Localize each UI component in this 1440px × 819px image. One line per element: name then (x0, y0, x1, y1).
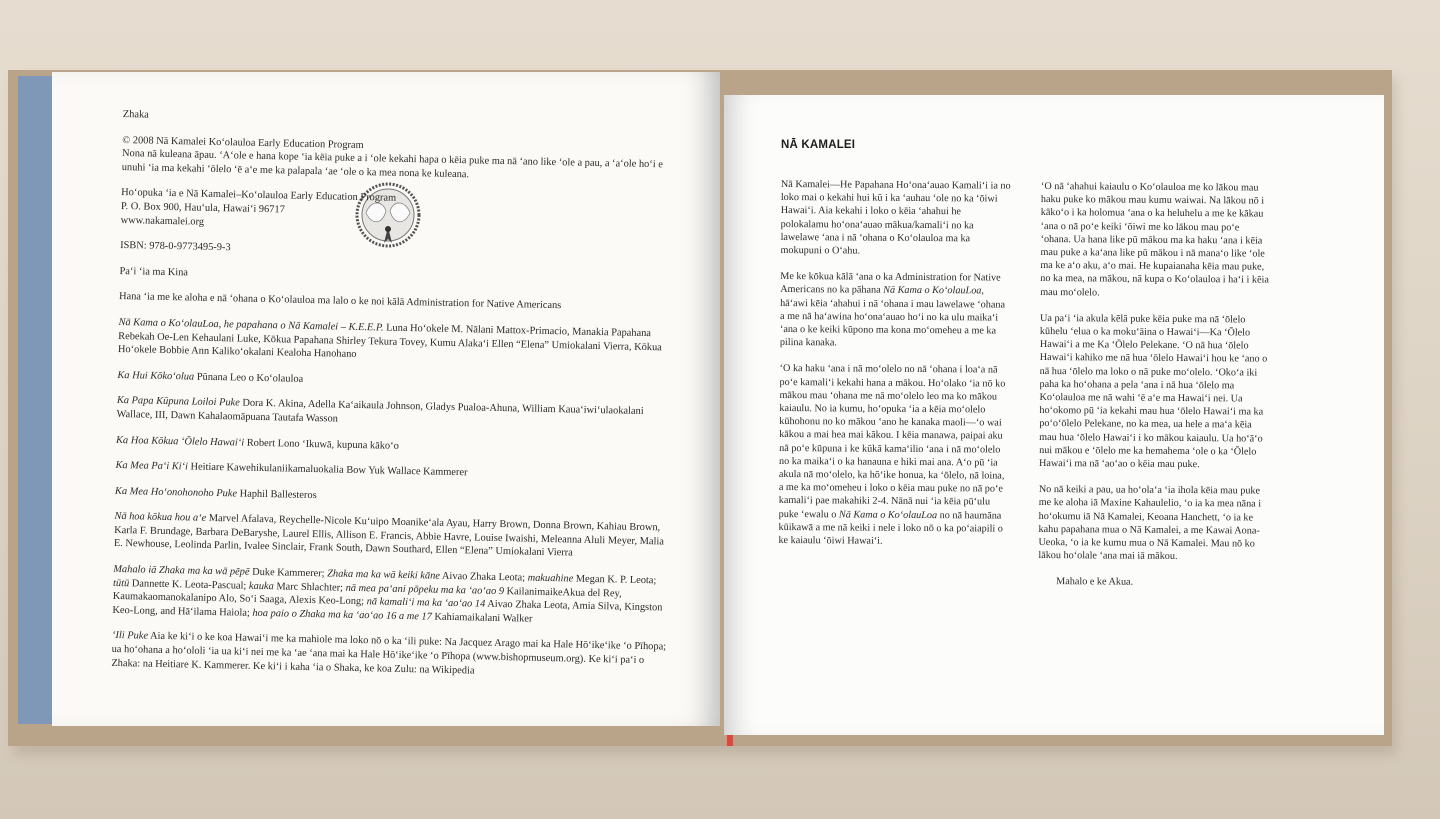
closing-line: Mahalo e ke Akua. (1056, 576, 1134, 589)
mahalo-name-1: Duke Kammerer; (252, 566, 325, 580)
paragraph-languages: Ua paʻi ʻia akula kēlā puke kēia puke ma nā ʻōlelo kūhelu ʻelua o ka mokuʻāina o Hawaiʻi—Ka ʻŌlelo Hawaiʻi a me Ka ʻŌlelo Pelekane. ʻO nā hua ʻōlelo Hawaiʻi kahiko me nā hua ʻōlelo Hawaiʻi hou ke ʻano o nā hua ʻōlelo ma loko o nā puke moʻolelo. ʻOkoʻa iki paha ka hoʻohana a pela ʻana i nā hua ʻōlelo ma Koʻolauloa me nā wahi ʻē aʻe ma Hawaiʻi nei. Ua hoʻokomo pū ʻia kekahi mau hua ʻōlelo Hawaiʻi ma ka poʻoʻōlelo Pelekane, no ka mea, ua hele a maʻa kēia mau hua ʻōlelo Hawaiʻi i ko mākou kaiaulu. Ua hoʻāʻo nui mākou e ʻōlelo me ka hemahema ʻole o ka ʻŌlelo Hawaiʻi ma nā ʻaoʻao o kēia mau puke. (1038, 312, 1268, 471)
credit-helpers-label: Nā hoa kōkua hou aʻe (114, 511, 207, 525)
funding-statement: Hana ʻia me ke aloha e nā ʻohana o Koʻolauloa ma lalo o ke noi kālā Administration for Native Americans (118, 291, 562, 312)
mahalo-label-5: kauka (248, 580, 274, 592)
mahalo-label-3: makuahine (527, 572, 574, 585)
page-heading: NĀ KAMALEI (781, 139, 856, 151)
paragraph-community: ʻO nā ʻahahui kaiaulu o Koʻolauloa me ko lākou mau haku puke ko mākou mau kumu waiwai. Na lākou nō i kākoʻo i ka holomua ʻana o ka heluhelu a me ke kākau ʻana o nā poʻe keiki ʻōiwi me ko lākou mau poʻe ʻohana. Ua hana like pū mākou ma ka haku ʻana i kēia mau puke a kaʻana like pū mākou i nā manaʻo like ʻole ma ke aʻo aku, aʻo mai. He kupaianaha kēia mau puke, no ka mea, na mākou, nā kupa o Koʻolauloa i haʻi i kēia mau moʻolelo. (1040, 180, 1269, 299)
paragraph-funding-italic: Nā Kama o KoʻolauLoa, (883, 285, 984, 297)
mahalo-label-4: tūtū (112, 577, 130, 589)
mahalo-name-2: Aivao Zhaka Leota; (441, 570, 526, 584)
mahalo-name-3: Megan K. P. Leota; (575, 573, 657, 587)
isbn: ISBN: 978-0-9773495-9-3 (120, 240, 231, 254)
credit-layout-names: Haphil Ballesteros (239, 488, 317, 501)
cover-credit-label: ʻIli Puke (111, 630, 149, 643)
mahalo-name-8: Kahiamaikalani Walker (434, 611, 533, 625)
mahalo-label: Mahalo iā Zhaka ma ka wā pēpē (113, 563, 250, 578)
right-column-2 (1038, 180, 1271, 603)
printed-in: Paʻi ʻia ma Kina (119, 265, 189, 279)
credit-keep-names: Luna Hoʻokele M. Nālani Mattox-Primacio, Manakia Papahana Rebekah Oe-Len Kehaulani Luke, Kōkua Papahana Shirley Tekura Tovey, Kumu Alakaʻi Ellen “Elena” Umiokalani Vierra, Kōkua Hoʻokele Bobbie Ann Kalikoʻokalani Kealoha Hanohano (117, 322, 662, 361)
mahalo-label-2: Zhaka ma ka wā keiki kāne (327, 568, 441, 582)
paragraph-stories-italic: Nā Kama o KoʻolauLoa (838, 509, 938, 521)
mahalo-name-4: Dannette K. Leota-Pascual; (131, 577, 247, 592)
copyright-page-text (111, 108, 683, 682)
cover-credit-text: Aia ke kiʻi o ke koa Hawaiʻi me ka mahiole ma loko nō o ka ʻili puke: Na Jacquez Arago mai ka Hale Hōʻikeʻike ʻo Pīhopa; ua hoʻohana a hoʻololi ʻia ua kiʻi nei me ka ʻae ʻana mai ka Hale Hōʻikeʻike ʻo Pīhopa (www.bishopmuseum.org). Ke kiʻi paʻi o Zhaka: na Heitiare K. Kammerer. Ke kiʻi i kaha ʻia o Shaka, ke koa Zulu: na Wikipedia (111, 631, 667, 677)
credit-photographer-names: Heitiare Kawehikulaniikamaluokalia Bow Yuk Wallace Kammerer (190, 461, 468, 479)
mahalo-label-7: nā kamaliʻi ma ka ʻaoʻao 14 (366, 596, 486, 610)
copyright-line: © 2008 Nā Kamalei Koʻolauloa Early Education Program (122, 134, 364, 151)
mahalo-label-6: nā mea paʻani pōpeku ma ka ʻaoʻao 9 (345, 582, 505, 597)
paragraph-funding-b: hāʻawi kēia ʻahahui i nā ʻohana i mau lawelawe ʻohana a me nā haʻawina hoʻonaʻauao hoʻi no ka ulu maikaʻi ʻana o ke keiki kūpono ma kona moʻomeheu a me ka pilina kanaka. (779, 297, 1006, 349)
credit-olelo-label: Ka Hoa Kōkua ʻŌlelo Hawaiʻi (115, 434, 245, 449)
credit-kupuna-names: Dora K. Akina, Adella Kaʻaikaula Johnson, Gladys Pualoa-Ahuna, William Kauaʻiwiʻulaokalani Wallace, III, Dawn Kahalaomāpuana Tautafa Wasson (116, 397, 644, 425)
paragraph-stories (778, 362, 1009, 548)
credit-olelo-names: Robert Lono ʻIkuwā, kupuna kākoʻo (246, 437, 399, 452)
rights-statement: Nona nā kuleana āpau. ʻAʻole e hana kope ʻia kēia puke a i ʻole kekahi hapa o kēia puke ma nā ʻano like ʻole a pau, a ʻaʻole hoʻi e unuhi ʻia ma kekahi ʻōlelo ʻē aʻe me ka palapala ʻae ʻole o ka mea nona ke kuleana. (121, 148, 663, 181)
credit-keep-label: Nā Kama o KoʻolauLoa, he papahana o Nā Kamalei – K.E.E.P. (118, 316, 384, 334)
paragraph-stories-b: no nā haumāna kūikawā a me nā keiki i nele i loko nō o ka poʻaiapili o ke kaiaulu ʻōiwi Hawaiʻi. (778, 509, 1003, 547)
mahalo-label-8: hoa paio o Zhaka ma ka ʻaoʻao 16 a me 17 (252, 607, 432, 623)
paragraph-funding-a: Me ke kōkua kālā ʻana o ka Administration for Native Americans no ka pāhana (780, 271, 1001, 297)
paragraph-intro: Nā Kamalei—He Papahana Hoʻonaʻauao Kamaliʻi ia no loko mai o kekahi hui kū i ka ʻauhau ʻole no ka ʻōiwi Hawaiʻi. Aia kekahi i loko o kēia ʻahahui he polokalamu hoʻonaʻauao mākua/kamaliʻi no ka lawelawe ʻana i nā ʻohana o Koʻolauloa ma ka mokupuni o Oʻahu. (780, 178, 1011, 257)
mahalo-name-7: Aivao Zhaka Leota, Amia Silva, Kingston Keo-Long, and Hāʻilama Haiola; (112, 598, 663, 619)
credit-hui-names: Pūnana Leo o Koʻolauloa (196, 371, 304, 385)
credit-kupuna-label: Ka Papa Kūpuna Loiloi Puke (116, 395, 240, 409)
paragraph-funding (780, 270, 1011, 351)
paragraph-stories-a: ʻO ka haku ʻana i nā moʻolelo no nā ʻohana i loaʻa nā poʻe kamaliʻi kekahi hana a mākou. Hoʻolako ʻia nō ko mākou mau ʻohana me nā moʻolelo leo ma ko mākou kaiaulu. No ia kumu, hoʻopuka ʻia a kēia moʻolelo kūhohonu no ko mākou ʻano he kanaka maoli—ʻo wai kākou a mai hea mai kākou. I kēia manawa, paipai aku nā poʻe kūpuna i ke kūkā kamaʻilio ʻana i nā moʻolelo no ka maikaʻi o ka hanauna e hiki mai ana. Aʻo pū ʻia akula nā moʻolelo, ka hōʻike honua, ka ʻōlelo, nā loina, a me ka moʻomeheu i loko o kēia mau puke no nā poʻe kamaliʻi pae makahiki 2-4. Nānā nui ʻia kēia pūʻulu puke ʻewalu o (778, 363, 1006, 521)
publisher-line: Hoʻopuka ʻia e Nā Kamalei–Koʻolauloa Early Education Program (121, 187, 397, 205)
credit-photographer-label: Ka Mea Paʻi Kiʻi (115, 460, 189, 473)
publisher-address: P. O. Box 900, Hauʻula, Hawaiʻi 96717 (120, 200, 285, 216)
credit-hui-label: Ka Hui Kōkoʻolua (117, 369, 195, 383)
book-title: Zhaka (122, 108, 149, 121)
right-column-1 (778, 178, 1011, 562)
publisher-website: www.nakamalei.org (120, 214, 205, 228)
paragraph-dedication: No nā keiki a pau, ua hoʻolaʻa ʻia ihola kēia mau puke me ke aloha iā Maxine Kahaulelio, ʻo ia ka mea nāna i hoʻokumu iā Nā Kamalei, Keoana Hanchett, ʻo ia ke kahu papahana mua o Nā Kamalei, a me Kawai Aona-Ueoka, ʻo ia ke kumu mua o Nā Kamalei. Mau nō ko lākou hoʻolale ʻana mai iā mākou. (1038, 484, 1262, 563)
mahalo-name-5: Marc Shlachter; (276, 580, 344, 594)
credit-layout-label: Ka Mea Hoʻonohonoho Puke (114, 485, 238, 500)
credit-helpers-names: Marvel Afalava, Reychelle-Nicole Kuʻuipo Moanikeʻala Ayau, Harry Brown, Donna Brown, Kahiau Brown, Karla F. Brundage, Barbara DeBaryshe, Laurel Ellis, Allison E. Francis, Abbie Havre, Louise Iwaishi, Meleanna Aluli Meyer, Malia E. Newhouse, Leolinda Parlin, Ivalee Sinclair, Frank South, Dawn Southard, Ellen “Elena” Umiokalani Vierra (113, 513, 665, 559)
mahalo-name-6: KailanimaikeAkua del Rey, Kaumakaomanokalanipo Alo, Soʻi Saaga, Alexis Keo-Long; (112, 585, 622, 608)
